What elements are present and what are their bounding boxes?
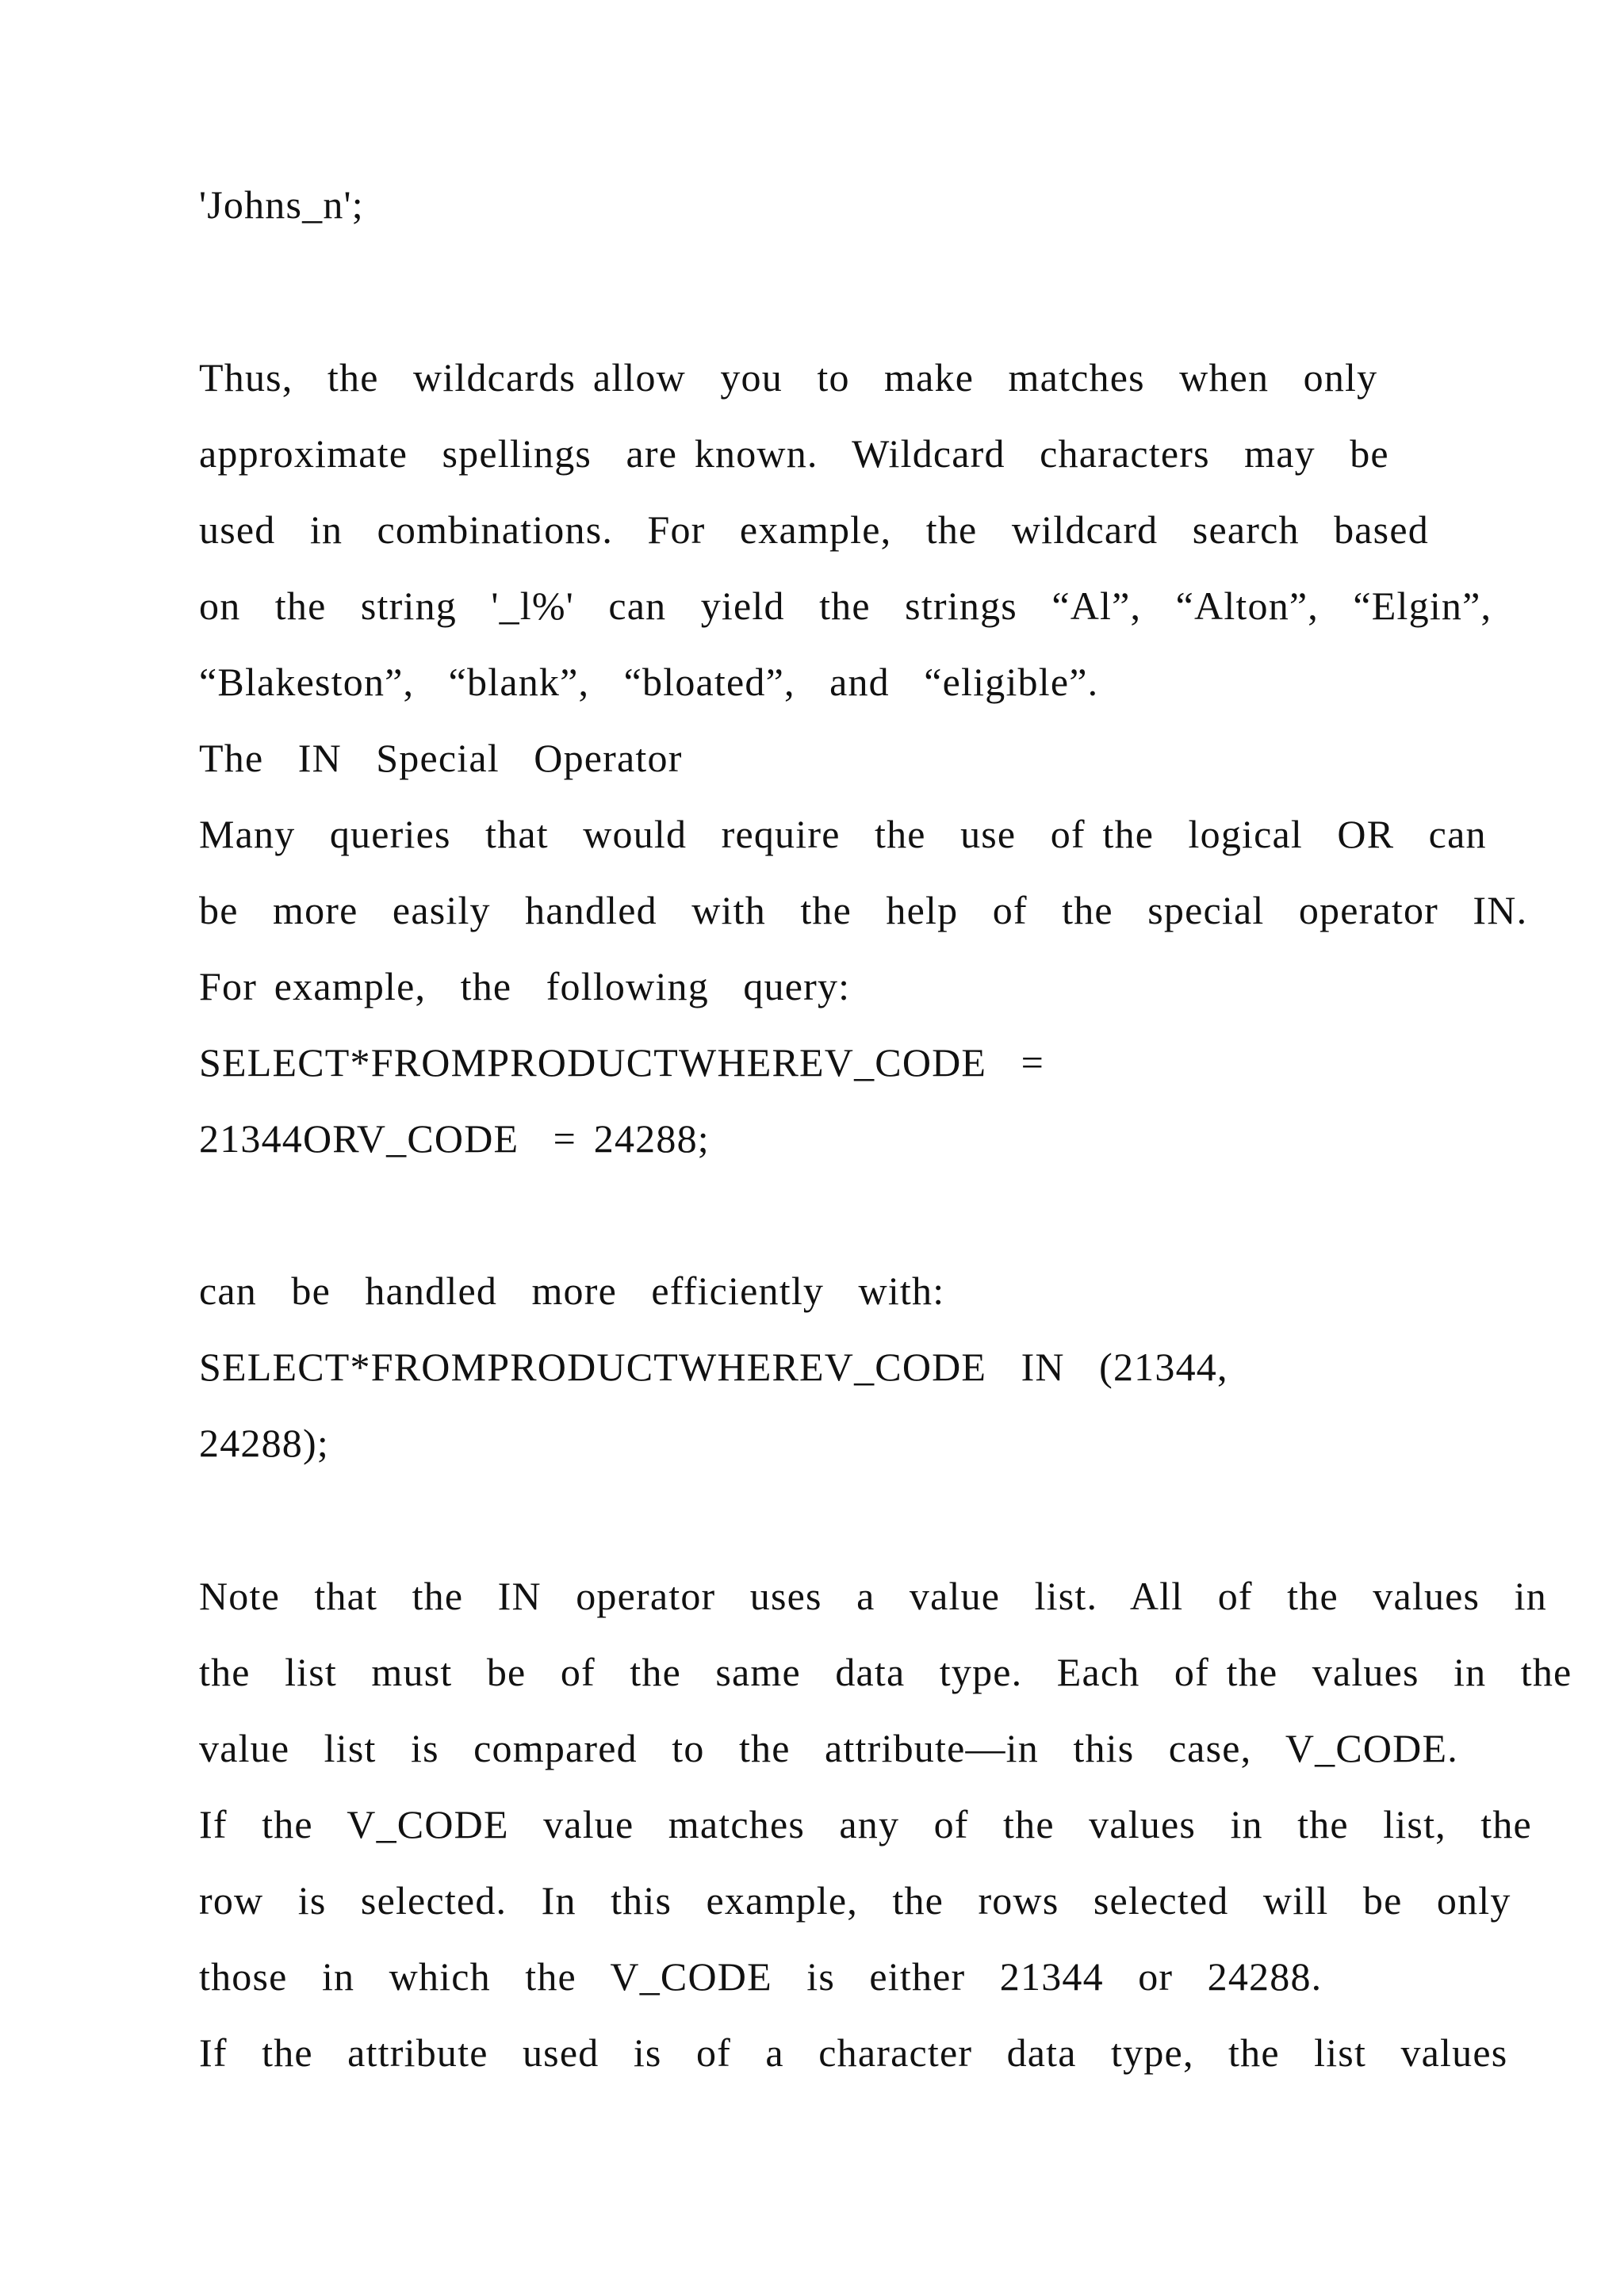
- text-line: the list must be of the same data type. Each of the values in the: [199, 1650, 1572, 1694]
- code-line: SELECT*FROMPRODUCTWHEREV_CODE =: [199, 1040, 1044, 1085]
- text-line: row is selected. In this example, the rows selected will be only: [199, 1878, 1511, 1923]
- text-line: If the V_CODE value matches any of the values in the list, the: [199, 1802, 1532, 1846]
- code-line: 24288);: [199, 1421, 329, 1465]
- text-line: value list is compared to the attribute—in this case, V_CODE.: [199, 1726, 1458, 1770]
- text-line: be more easily handled with the help of the special operator IN.: [199, 888, 1528, 932]
- text-line: approximate spellings are known. Wildcard characters may be: [199, 431, 1389, 476]
- section-heading: The IN Special Operator: [199, 736, 683, 780]
- text-line: Note that the IN operator uses a value list. All of the values in: [199, 1574, 1547, 1618]
- text-line: “Blakeston”, “blank”, “bloated”, and “eligible”.: [199, 660, 1099, 704]
- text-line: 'Johns_n';: [199, 182, 364, 227]
- text-line: used in combinations. For example, the wildcard search based: [199, 507, 1429, 552]
- text-line: If the attribute used is of a character data type, the list values: [199, 2030, 1508, 2075]
- text-line: Thus, the wildcards allow you to make matches when only: [199, 355, 1378, 400]
- text-line: For example, the following query:: [199, 964, 851, 1008]
- code-line: SELECT*FROMPRODUCTWHEREV_CODE IN (21344,: [199, 1345, 1228, 1389]
- text-line: Many queries that would require the use of the logical OR can: [199, 812, 1487, 856]
- text-line: can be handled more efficiently with:: [199, 1269, 945, 1313]
- code-line: 21344ORV_CODE = 24288;: [199, 1116, 710, 1161]
- text-line: on the string '_l%' can yield the strings “Al”, “Alton”, “Elgin”,: [199, 584, 1492, 628]
- text-line: those in which the V_CODE is either 21344 or 24288.: [199, 1954, 1323, 1999]
